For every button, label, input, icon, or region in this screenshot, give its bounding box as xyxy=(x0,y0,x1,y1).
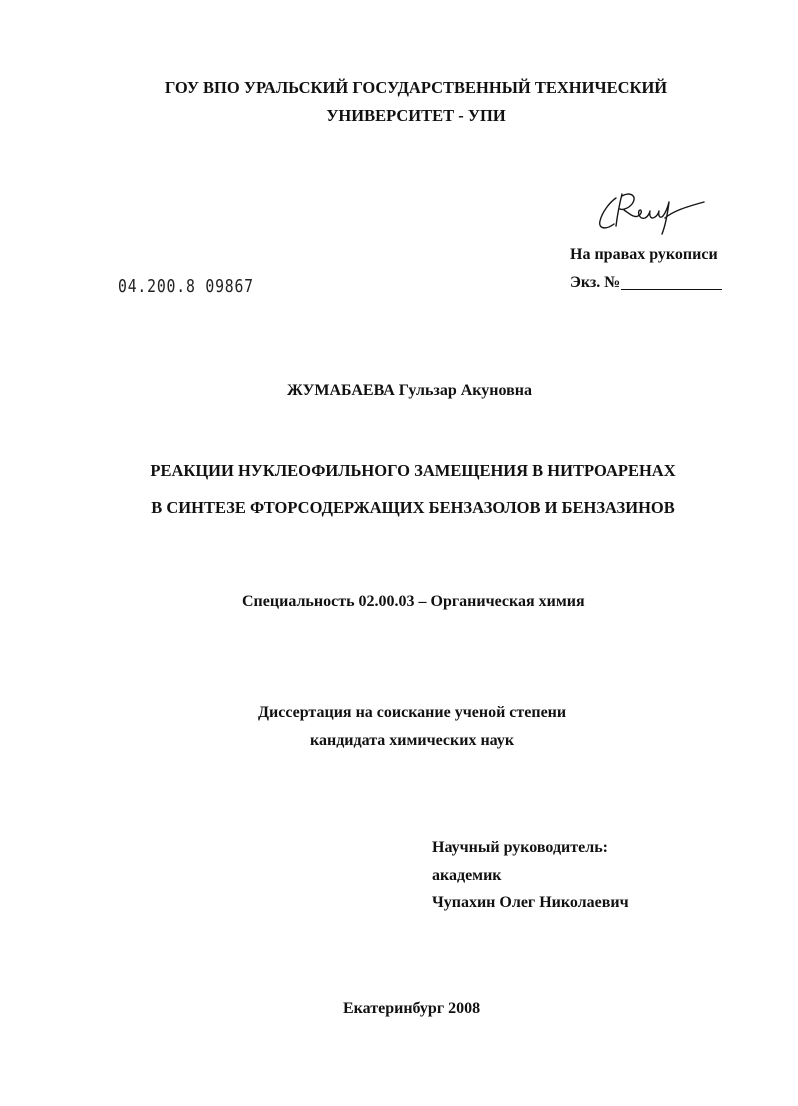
supervisor-name: Чупахин Олег Николаевич xyxy=(432,894,629,911)
degree-line2: кандидата химических наук xyxy=(310,732,515,749)
manuscript-rights-label: На правах рукописи xyxy=(570,246,718,263)
handwritten-signature xyxy=(592,188,722,240)
university-name-line2: УНИВЕРСИТЕТ - УПИ xyxy=(326,106,506,125)
university-name-line1: ГОУ ВПО УРАЛЬСКИЙ ГОСУДАРСТВЕННЫЙ ТЕХНИЧЕСКИЙ xyxy=(164,78,668,97)
author-name: ЖУМАБАЕВА Гульзар Акуновна xyxy=(287,382,532,399)
degree-line1: Диссертация на соискание ученой степени xyxy=(258,704,567,721)
specialty-line: Специальность 02.00.03 – Органическая химия xyxy=(242,593,585,610)
library-stamp-number: 04.200.8 09867 xyxy=(118,276,254,297)
city-and-year: Екатеринбург 2008 xyxy=(343,1000,481,1017)
supervisor-label: Научный руководитель: xyxy=(432,839,608,856)
dissertation-title-line1: РЕАКЦИИ НУКЛЕОФИЛЬНОГО ЗАМЕЩЕНИЯ В НИТРОАРЕНАХ xyxy=(150,461,676,480)
dissertation-title-line2: В СИНТЕЗЕ ФТОРСОДЕРЖАЩИХ БЕНЗАЗОЛОВ И БЕНЗАЗИНОВ xyxy=(151,498,675,517)
copy-number-underline xyxy=(621,289,722,290)
supervisor-rank: академик xyxy=(432,867,502,884)
copy-number-label: Экз. № xyxy=(570,274,621,291)
